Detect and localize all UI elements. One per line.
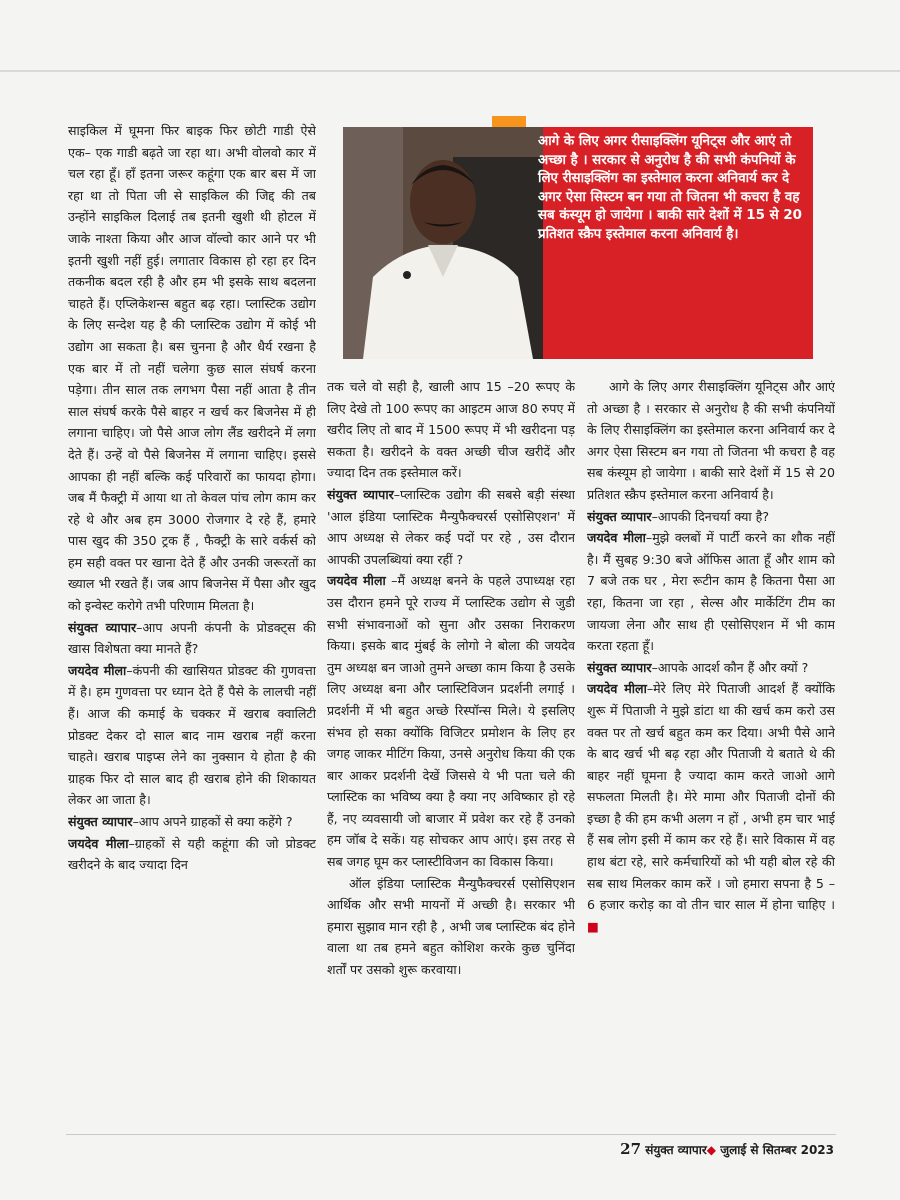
interviewer-label: संयुक्त व्यापार	[587, 659, 652, 675]
pull-quote: आगे के लिए अगर रीसाइक्लिंग यूनिट्स और आएं तो अच्छा है । सरकार से अनुरोध है की सभी कंपनियों के लिए रीसाइक्लिंग का इस्तेमाल करना अनिवार्य कर दे अगर ऐसा सिस्टम बन गया तो जितना भी कचरा है वह सब कंस्यूम हो जायेगा । बाकी सारे देशों में 15 से 20 प्रतिशत स्क्रैप इस्तेमाल करना अनिवार्य है।	[538, 134, 802, 242]
end-of-article-mark: ■	[587, 918, 599, 934]
issue-date: जुलाई से सितम्बर 2023	[720, 1143, 834, 1157]
paragraph: आगे के लिए अगर रीसाइक्लिंग यूनिट्स और आएं तो अच्छा है । सरकार से अनुरोध है की सभी कंपनियों के लिए रीसाइक्लिंग का इस्तेमाल करना अनिवार्य कर दे अगर ऐसा सिस्टम बन गया तो जितना भी कचरा है वह सब कंस्यूम हो जायेगा । बाकी सारे देशों में 15 से 20 प्रतिशत स्क्रैप इस्तेमाल करना अनिवार्य है।	[587, 379, 835, 502]
article-column-right	[587, 376, 835, 1106]
question-text: –आप अपनी कंपनी के प्रोडक्ट्स की खास विशेषता क्या मानते हैं?	[68, 619, 316, 657]
question-paragraph	[68, 617, 316, 660]
interviewer-label: संयुक्त व्यापार	[327, 486, 394, 502]
answer-paragraph	[587, 527, 835, 657]
article-column-middle	[327, 376, 575, 1106]
diamond-icon: ◆	[706, 1143, 716, 1157]
page-number: 27	[620, 1140, 642, 1158]
article-column-left	[68, 120, 316, 1110]
question-text: –आपकी दिनचर्या क्या है?	[651, 508, 770, 524]
portrait-photo	[343, 127, 543, 359]
speaker-label: जयदेव मीला	[68, 662, 127, 678]
question-text: –प्लास्टिक उद्योग की सबसे बड़ी संस्था 'आल इंडिया प्लास्टिक मैन्युफैक्चरर्स एसोसिएशन' में आप अध्यक्ष से लेकर कई पदों पर रहे , उस दौरान आपकी उपलब्धियां क्या रहीं ?	[327, 486, 575, 567]
answer-paragraph	[68, 660, 316, 811]
portrait-quote-box	[343, 127, 813, 359]
question-text: –आप अपने ग्राहकों से क्या कहेंगे ?	[132, 814, 293, 829]
answer-text: –मेरे लिए मेरे पिताजी आदर्श हैं क्योंकि शुरू में पिताजी ने मुझे डांटा था की खर्च कम करो उस वक्त पर तो खर्च बहुत कम कर दिया। अभी पैसे आने के बाद खर्च भी बढ़ रहा और पिताजी ये बताते थे की बाहर नहीं घूमना है ज्यादा काम करते जाओ आगे सफलता मिलती है। मेरे मामा और पिताजी दोनों की इच्छा है की हम कभी अलग न हों , अभी हम चार भाई हैं सब लोग इसी में काम कर रहे हैं। सारे विकास में वह हाथ बंटा रहे, सारे कर्मचारियों को भी यही बोल रहे की सब साथ मिलकर काम करें । जो हमारा सपना है 5 – 6 हजार करोड़ का वो तीन चार साल में होना चाहिए ।	[587, 681, 835, 913]
question-paragraph	[587, 657, 835, 679]
paragraph: तक चले वो सही है, खाली आप 15 –20 रूपए के लिए देखे तो 100 रूपए का आइटम आज 80 रुपए में खरीद लिए तो बाद में 1500 रूपए में भी खरीदना पड़ सकता है। खरीदने के वक्त अच्छी चीज खरीदें और ज्यादा दिन तक इस्तेमाल करें।	[327, 379, 575, 481]
top-divider	[0, 70, 900, 72]
answer-paragraph	[327, 570, 575, 872]
speaker-label: जयदेव मीला	[68, 835, 129, 851]
paragraph: ऑल इंडिया प्लास्टिक मैन्युफैक्चरर्स एसोसिएशन आर्थिक और सभी मायनों में अच्छी है। सरकार भी हमारा सुझाव मान रही है , अभी जब प्लास्टिक बंद होने वाला था तब हमने बहुत कोशिश करके कुछ चुनिंदा शर्तों पर उसको शुरू करवाया।	[327, 875, 575, 978]
question-paragraph	[587, 506, 835, 528]
speaker-label: जयदेव मीला	[587, 530, 646, 546]
question-text: –आपके आदर्श कौन हैं और क्यों ?	[651, 659, 809, 675]
speaker-label: जयदेव मीला	[327, 573, 386, 589]
footer-divider	[66, 1134, 836, 1135]
answer-paragraph	[68, 833, 316, 876]
answer-text: –ग्राहकों से यही कहूंगा की जो प्रोडक्ट खरीदने के बाद ज्यादा दिन	[68, 835, 316, 873]
speaker-label: जयदेव मीला	[587, 681, 647, 697]
interviewer-label: संयुक्त व्यापार	[68, 814, 133, 829]
answer-text: –कंपनी की खासियत प्रोडक्ट की गुणवत्ता में है। हम गुणवत्ता पर ध्यान देते हैं पैसे के लालची नहीं हैं। आज की कमाई के चक्कर में खराब क्वालिटी प्रोडक्ट देकर दो साल बाद नाम खराब नहीं करना चाहते। खराब पाइप्स लेने का नुक्सान ये होता है की ग्राहक फिर दो साल बाद ही खराब होने की शिकायत लेकर आ जाता है।	[68, 662, 316, 808]
interviewer-label: संयुक्त व्यापार	[587, 508, 652, 524]
answer-text: –मैं अध्यक्ष बनने के पहले उपाध्यक्ष रहा उस दौरान हमने पूरे राज्य में प्लास्टिक उद्योग से जुडी सभी संभावनाओं को सुना और उसका निराकरण किया। इसके बाद मुंबई के लोगो ने बोला की जयदेव तुम अध्यक्ष बन जाओ तुमने अच्छा काम किया है उसके लिए अध्यक्ष बना और प्लास्टिविजन प्रदर्शनी लगाई । प्रदर्शनी में भी बहुत अच्छे रिस्पॉन्स मिले। ये इसलिए संभव हो सका क्योंकि विजिटर प्रमोशन के लिए हर जगह जाकर मीटिंग किया, उनसे अनुरोध किया की एक बार आकर प्रदर्शनी देखें जिससे ये भी पता चले की प्लास्टिक का भविष्य क्या है क्या नए अविष्कार हो रहे हैं, नए व्यवसायी जो बाजार में प्रवेश कर रहे हैं उनको हम जॉब दे सकें। यह सोचकर आप आएं। इस तरह से सब जगह घूम कर प्लास्टीविजन का विकास किया।	[327, 573, 575, 870]
answer-text: –मुझे क्लबों में पार्टी करने का शौक नहीं है। मैं सुबह 9:30 बजे ऑफिस आता हूँ और शाम को 7 बजे तक घर , मेरा रूटीन काम है कितना पैसा आ रहा, कितना जा रहा , सेल्स और मार्केटिंग टीम का जायजा लेना और साथ ही एसोसिएशन में भी काम करता रहता हूँ।	[587, 530, 835, 654]
magazine-name: संयुक्त व्यापार	[645, 1143, 707, 1157]
paragraph: साइकिल में घूमना फिर बाइक फिर छोटी गाडी ऐसे एक– एक गाडी बढ़ते जा रहा था। अभी वोलवो कार में चल रहा हूँ। हाँ इतना जरूर कहूंगा एक बार बस में जा रहा था तो पिता जी से साइकिल की जिद्द की तब उन्होंने साइकिल दिलाई तब इतनी खुशी थी होटल में जाके नाश्ता किया और आज वॉल्वो कार आने पर भी इतनी खुशी नहीं हुई। लगातार विकास हो रहा हर दिन तकनीक बदल रही है और हम भी इसके साथ बदलना चाहते हैं। एप्लिकेशन्स बहुत बढ़ रहा। प्लास्टिक उद्योग के लिए सन्देश यह है की प्लास्टिक उद्योग में कोई भी उद्योग आ सकता है। बस चुनना है और धैर्य रखना है एक बार में तो नहीं चलेगा कुछ साल संघर्ष करना पड़ेगा। तीन साल तक लगभग पैसा नहीं आता है तीन साल संघर्ष करके पैसे बाहर न खर्च कर बिजनेस में ही लगाना चाहिए। जो पैसे आज लोग लैंड खरीदने में लगा देते हैं। उन्हें वो पैसे बिजनेस में लगाना चाहिए। इससे आपका ही नहीं बल्कि कई परिवारों का फायदा होगा। जब मैं फैक्ट्री में आया था तो केवल पांच लोग काम कर रहे थे और अब हम 3000 रोजगार दे रहे हैं, हमारे पास खुद की 350 ट्रक हैं , फैक्ट्री के सारे वर्कर्स को हम सही वक्त पर खाना देते हैं और उनकी जरूरतों का ख्याल भी रखते हैं। जब आप बिजनेस में पैसा और खुद को इन्वेस्ट करोगे तभी परिणाम मिलता है।	[68, 123, 316, 614]
question-paragraph	[327, 484, 575, 570]
interviewer-label: संयुक्त व्यापार	[68, 619, 137, 635]
page-footer	[620, 1140, 834, 1158]
answer-paragraph	[587, 678, 835, 937]
question-paragraph	[68, 811, 316, 833]
